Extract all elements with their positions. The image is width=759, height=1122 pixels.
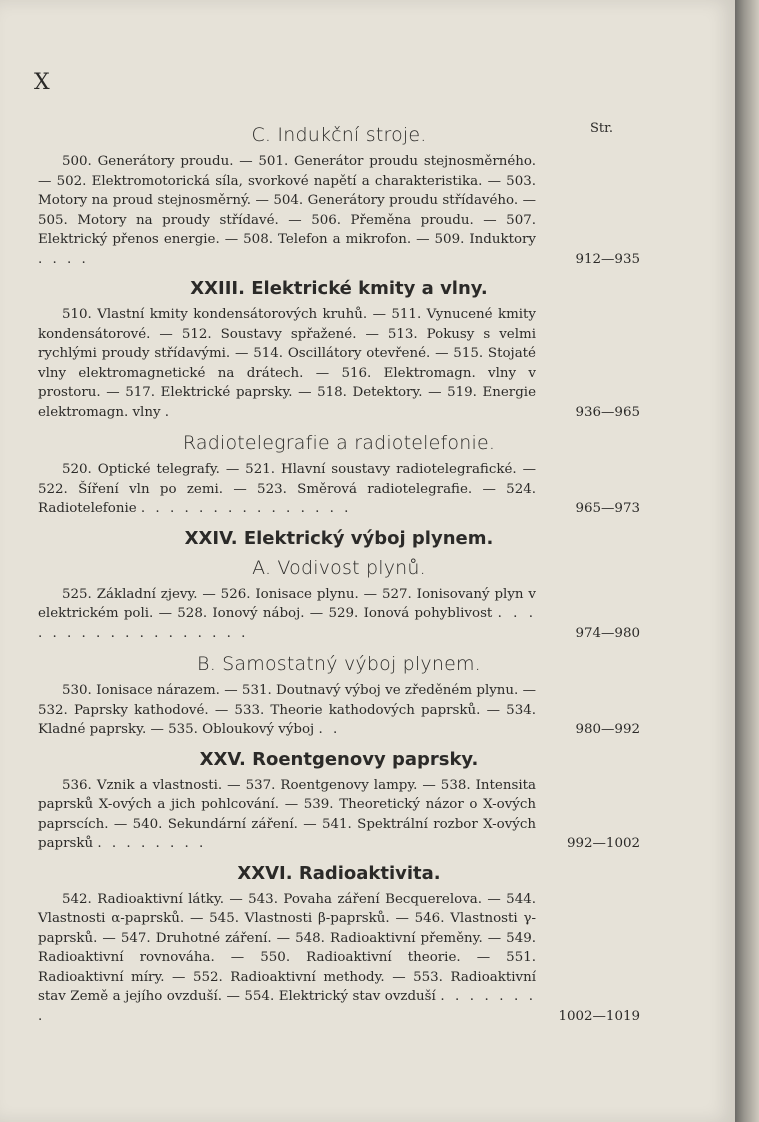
entry-text: 530. Ionisace nárazem. — 531. Doutnavý výboj ve zředěném plynu. — 532. Paprsky kathodové. — 533. Theorie kathodových paprsků. — 534. Kladné paprsky. — 535. Obloukový výboj	[38, 683, 536, 737]
entry-text: 542. Radioaktivní látky. — 543. Povaha záření Becquerelova. — 544. Vlastnosti α-paprsků. — 545. Vlastnosti β-paprsků. — 546. Vlastnosti γ-paprsků. — 547. Druhotné záření. — 548. Radioaktivní přeměny. — 549. Radioaktivní rovnováha. — 550. Radioaktivní theorie. — 551. Radioaktivní míry. — 552. Radioaktivní methody. — 553. Radioaktivní stav Země a jejího ovzduší. — 554. Elektrický stav ovzduší	[38, 891, 536, 1004]
toc-entry-xxv	[38, 776, 640, 854]
toc-entry-radiotelegrafie	[38, 460, 640, 519]
entry-text: 520. Optické telegrafy. — 521. Hlavní soustavy radiotelegrafické. — 522. Šíření vln po zemi. — 523. Směrová radiotelegrafie. — 524. Radiotelefonie	[38, 462, 536, 516]
section-title-samostatny-vyboj: B. Samostatný výboj plynem.	[197, 653, 481, 675]
entry-page-range: 965—973	[575, 501, 640, 516]
chapter-title-xxvi: XXVI. Radioaktivita.	[237, 862, 441, 884]
entry-text: 536. Vznik a vlastnosti. — 537. Roentgenovy lampy. — 538. Intensita paprsků X-ových a jich pohlcování. — 539. Theoretický názor o X-ových paprscích. — 540. Sekundární záření. — 541. Spektrální rozbor X-ových paprsků	[38, 777, 536, 851]
entry-page-range: 974—980	[575, 625, 640, 641]
entry-text: 510. Vlastní kmity kondensátorových kruhů. — 511. Vynucené kmity kondensátorové. — 512. Soustavy spřažené. — 513. Pokusy s velmi rychlými proudy střídavými. — 514. Oscillátory otevřené. — 515. Stojaté vlny elektromagnetické na drátech. — 516. Elektromagn. vlny v prostoru. — 517. Elektrické paprsky. — 518. Detektory. — 519. Energie elektromagn. vlny	[38, 307, 536, 420]
book-gutter-shadow	[735, 0, 759, 1122]
toc-entry-xxiii	[38, 305, 640, 422]
chapter-title-xxv: XXV. Roentgenovy paprsky.	[199, 748, 479, 770]
entry-page-range: 992—1002	[566, 836, 640, 851]
chapter-title-xxiv: XXIV. Elektrický výboj plynem.	[184, 527, 494, 549]
entry-page-range: 936—965	[575, 404, 640, 420]
toc-entry-indukcni-stroje	[38, 152, 640, 269]
entry-leader-dots: . . . . . . . . . . . . . . .	[140, 501, 352, 516]
table-of-contents	[38, 120, 640, 1032]
entry-text: 525. Základní zjevy. — 526. Ionisace plynu. — 527. Ionisovaný plyn v elektrickém poli. — 528. Ionový náboj. — 529. Ionová pohyblivost	[38, 586, 536, 621]
entry-leader-dots: .	[164, 404, 173, 420]
entry-page-range: 1002—1019	[558, 1008, 640, 1024]
section-title-vodivost-plynu: A. Vodivost plynů.	[252, 556, 426, 579]
page-number: X	[34, 70, 50, 95]
toc-entry-vodivost-plynu	[38, 585, 640, 644]
entry-page-range: 980—992	[575, 722, 640, 737]
toc-entry-xxvi	[38, 890, 640, 1027]
entry-leader-dots: . . . . . . . .	[38, 989, 536, 1024]
entry-text: 500. Generátory proudu. — 501. Generátor proudu stejnosměrného. — 502. Elektromotorická síla, svorkové napětí a charakteristika. — 503. Motory na proud stejnosměrný. — 504. Generátory proudu střídavého. — 505. Motory na proudy střídavé. — 506. Přeměna proudu. — 507. Elektrický přenos energie. — 508. Telefon a mikrofon. — 509. Induktory	[38, 154, 536, 247]
entry-leader-dots: . . . .	[38, 251, 89, 267]
section-title-indukcni-stroje: C. Indukční stroje.	[251, 124, 427, 146]
entry-leader-dots: . . . . . . . . . . . . . . . . . .	[38, 606, 536, 641]
entry-page-range: 912—935	[575, 251, 640, 267]
entry-leader-dots: . . . . . . . .	[97, 836, 207, 851]
section-title-radiotelegrafie: Radiotelegrafie a radiotelefonie.	[182, 432, 496, 454]
toc-entry-samostatny-vyboj	[38, 681, 640, 740]
chapter-title-xxiii: XXIII. Elektrické kmity a vlny.	[190, 278, 488, 299]
entry-leader-dots: . .	[318, 722, 341, 737]
page-column-label: Str.	[590, 121, 614, 136]
